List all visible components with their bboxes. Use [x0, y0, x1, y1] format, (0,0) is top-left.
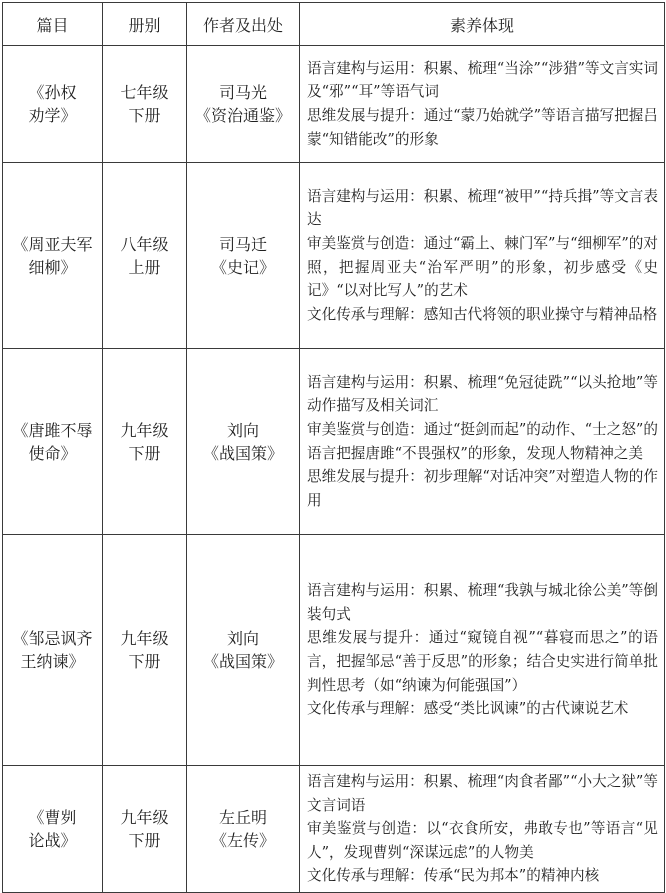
author-name: 司马迁: [218, 234, 267, 254]
literacy-item: 语言建构与运用：积累、梳理“被甲”“持兵揖”等文言表达: [307, 187, 658, 229]
literacy-cell: [300, 349, 665, 535]
volume-line: 七年级: [120, 83, 169, 102]
title-cell: [3, 163, 103, 349]
literacy-item: 思维发展与提升：初步理解“对话冲突”对塑造人物的作用: [307, 468, 658, 509]
title-cell: [3, 535, 103, 766]
table-row: [3, 766, 665, 893]
title-line: 《周亚夫军: [12, 234, 93, 254]
header-title: 篇目: [3, 3, 103, 46]
title-line: 细柳》: [28, 257, 77, 277]
literacy-item: 思维发展与提升：通过“窥镜自视”“暮寝而思之”的语言，把握邹忌“善于反思”的形象；结合史实进行简单批判性思考（如“纳谏为何能强国”）: [307, 629, 658, 694]
title-cell: [3, 349, 103, 535]
title-line: 使命》: [28, 443, 77, 463]
literacy-item: 语言建构与运用：积累、梳理“肉食者鄙”“小大之狱”等文言词语: [307, 773, 658, 814]
author-cell: [187, 349, 300, 535]
literacy-cell: [300, 46, 665, 163]
title-line: 劝学》: [28, 106, 77, 125]
title-cell: [3, 766, 103, 893]
title-line: 王纳谏》: [20, 652, 85, 671]
literacy-item: 审美鉴赏与创造：通过“霸上、棘门军”与“细柳军”的对照，把握周亚夫“治军严明”的形象，初步感受《史记》“以对比写人”的艺术: [307, 234, 658, 300]
literacy-item: 语言建构与运用：积累、梳理“我孰与城北徐公美”等倒装句式: [307, 582, 658, 623]
volume-line: 下册: [128, 830, 161, 850]
author-source: 《战国策》: [202, 443, 283, 463]
author-source: 《战国策》: [202, 652, 283, 671]
table-header-row: [3, 3, 665, 46]
author-name: 刘向: [226, 629, 259, 648]
literacy-cell: [300, 163, 665, 349]
volume-cell: [103, 535, 187, 766]
literacy-item: 思维发展与提升：通过“蒙乃始就学”等语言描写把握吕蒙“知错能改”的形象: [307, 107, 658, 148]
title-line: 《曹刿: [28, 807, 77, 827]
table-row: [3, 46, 665, 163]
title-line: 《孙权: [28, 83, 77, 102]
author-name: 刘向: [226, 420, 259, 440]
volume-cell: [103, 766, 187, 893]
literacy-item: 审美鉴赏与创造：以“衣食所安，弗敢专也”等语言“见人”，发现曹刿“深谋远虑”的人物美: [307, 820, 658, 861]
volume-line: 上册: [128, 257, 161, 277]
volume-line: 九年级: [120, 420, 169, 440]
author-cell: [187, 163, 300, 349]
volume-line: 下册: [128, 106, 161, 125]
header-volume: 册别: [103, 3, 187, 46]
author-source: 《资治通鉴》: [194, 106, 291, 125]
author-source: 《史记》: [210, 257, 275, 277]
author-cell: [187, 46, 300, 163]
literacy-item: 文化传承与理解：感知古代将领的职业操守与精神品格: [307, 305, 658, 323]
literacy-table: [2, 2, 665, 893]
literacy-cell: [300, 766, 665, 893]
header-author: 作者及出处: [187, 3, 300, 46]
table-row: [3, 535, 665, 766]
volume-cell: [103, 163, 187, 349]
literacy-cell: [300, 535, 665, 766]
title-cell: [3, 46, 103, 163]
title-line: 论战》: [28, 830, 77, 850]
literacy-item: 文化传承与理解：感受“类比讽谏”的古代谏说艺术: [307, 700, 629, 718]
volume-line: 九年级: [120, 807, 169, 827]
title-line: 《邹忌讽齐: [12, 629, 93, 648]
volume-cell: [103, 46, 187, 163]
author-cell: [187, 535, 300, 766]
author-name: 左丘明: [218, 807, 267, 827]
volume-cell: [103, 349, 187, 535]
volume-line: 下册: [128, 443, 161, 463]
author-source: 《左传》: [210, 830, 275, 850]
title-line: 《唐雎不辱: [12, 420, 93, 440]
volume-line: 八年级: [120, 234, 169, 254]
literacy-item: 文化传承与理解：传承“民为邦本”的精神内核: [307, 867, 600, 885]
table-row: [3, 349, 665, 535]
literacy-item: 语言建构与运用：积累、梳理“当涂”“涉猎”等文言实词及“邪”“耳”等语气词: [307, 59, 658, 101]
literacy-item: 审美鉴赏与创造：通过“挺剑而起”的动作、“士之怒”的语言把握唐雎“不畏强权”的形象，发现人物精神之美: [307, 420, 658, 462]
header-literacy: 素养体现: [300, 3, 665, 46]
author-name: 司马光: [218, 83, 267, 102]
volume-line: 下册: [128, 652, 161, 671]
volume-line: 九年级: [120, 629, 169, 648]
author-cell: [187, 766, 300, 893]
literacy-item: 语言建构与运用：积累、梳理“免冠徒跣”“以头抢地”等动作描写及相关词汇: [307, 373, 658, 415]
table-row: [3, 163, 665, 349]
